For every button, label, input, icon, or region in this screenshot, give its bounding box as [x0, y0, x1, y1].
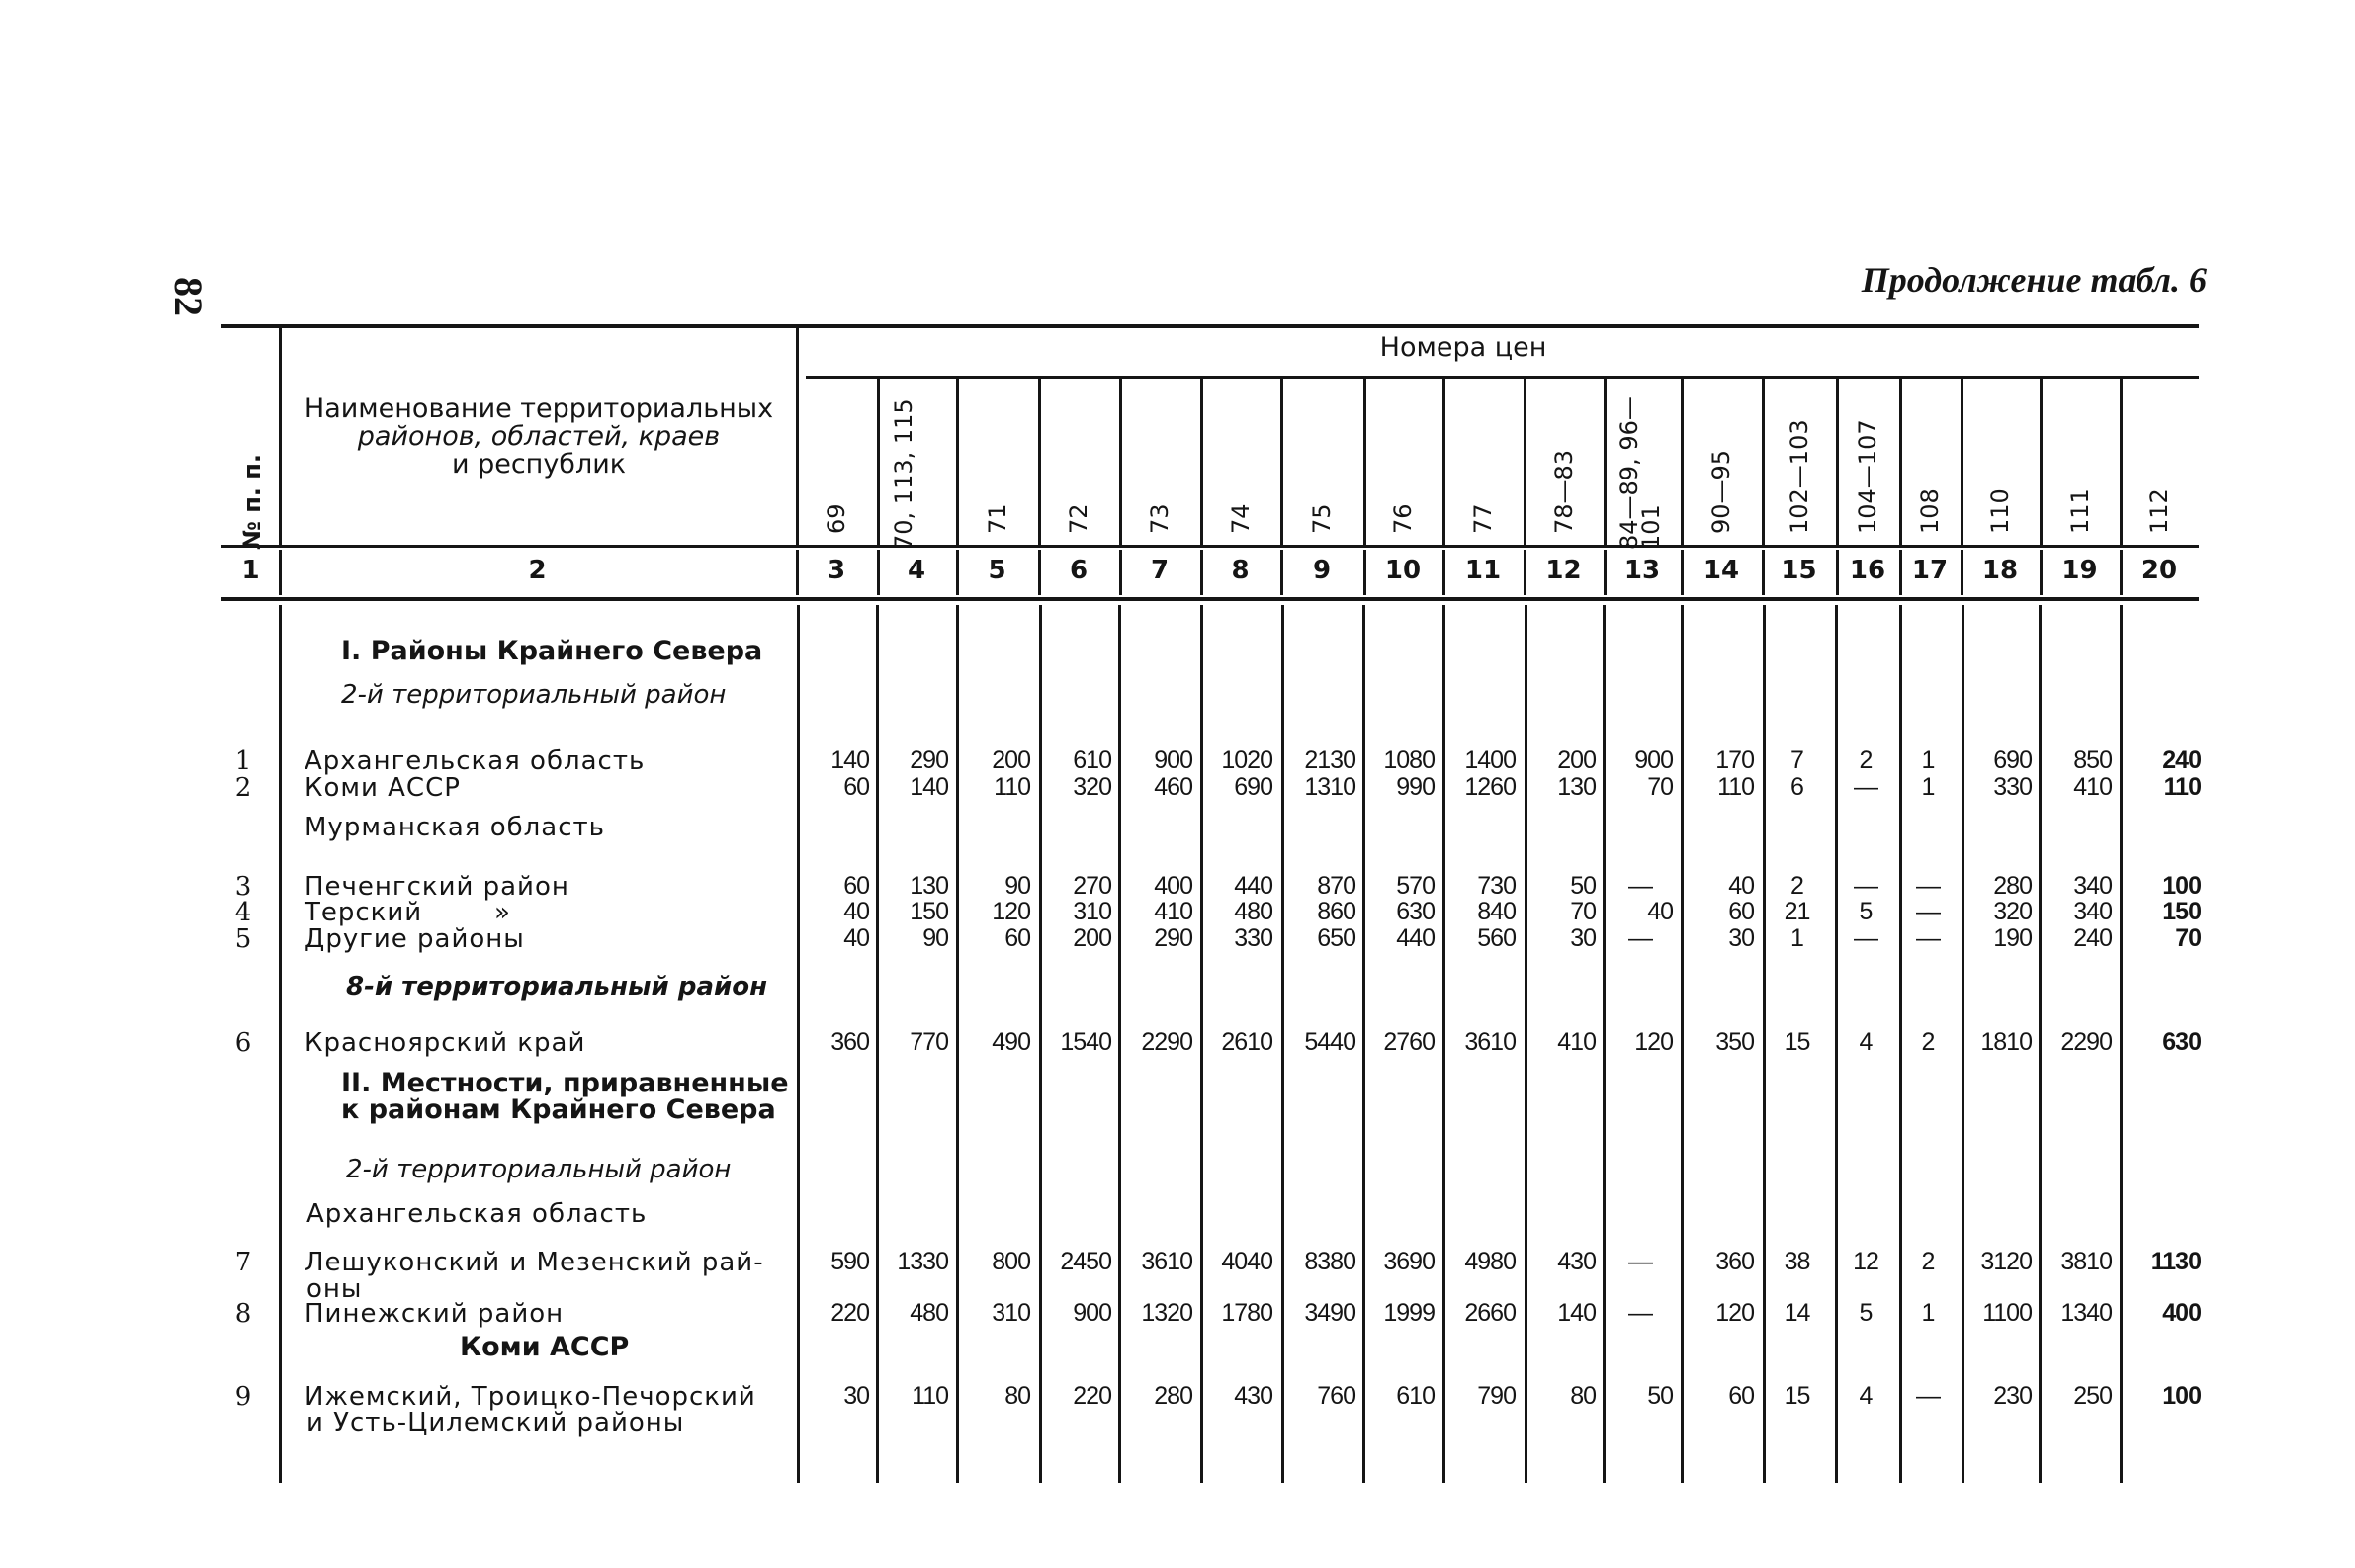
cell-value: 440 — [1234, 872, 1272, 900]
column-divider-body — [1442, 605, 1445, 1483]
cell-value: 3690 — [1383, 1248, 1435, 1275]
cell-value: 690 — [1993, 746, 2032, 774]
cell-value: 100 — [2162, 872, 2201, 900]
cell-value: 60 — [1004, 924, 1030, 952]
cell-value: 80 — [1570, 1382, 1596, 1410]
cell-value: 5 — [1859, 1299, 1873, 1327]
cell-value: 4040 — [1221, 1248, 1272, 1275]
price-column-header: 77 — [1469, 503, 1497, 534]
cell-value: — — [1854, 773, 1877, 801]
cell-value: 2 — [1921, 1248, 1935, 1275]
column-number: 15 — [1781, 556, 1817, 585]
cell-value: 2 — [1859, 746, 1873, 774]
cell-value: 1100 — [1982, 1299, 2032, 1327]
cell-value: 170 — [1715, 746, 1754, 774]
column-number: 17 — [1911, 556, 1949, 585]
column-divider-num — [1524, 550, 1526, 595]
region-name-header-line2: районов, областей, краев — [357, 421, 721, 452]
cell-value: 2290 — [1141, 1028, 1192, 1056]
cell-value: 80 — [1004, 1382, 1030, 1410]
cell-value: 110 — [1717, 773, 1754, 801]
cell-value: 850 — [2073, 746, 2112, 774]
cell-value: 3610 — [1141, 1248, 1192, 1275]
cell-value: 610 — [1396, 1382, 1435, 1410]
cell-value: 240 — [2162, 746, 2201, 774]
cell-value: 3810 — [2060, 1248, 2112, 1275]
row-number: 8 — [234, 1299, 252, 1329]
cell-value: 1 — [1921, 746, 1935, 774]
cell-value: 310 — [992, 1299, 1030, 1327]
cell-value: 1330 — [897, 1248, 948, 1275]
cell-value: 100 — [2162, 1382, 2201, 1410]
table-top-rule — [221, 324, 2199, 328]
column-divider-num — [1762, 550, 1765, 595]
cell-value: 5 — [1859, 898, 1873, 925]
column-divider-head — [2040, 379, 2043, 545]
price-column-header: 84—89, 96—101 — [1615, 396, 1665, 550]
cell-value: 1080 — [1383, 746, 1435, 774]
cell-value: 40 — [843, 898, 869, 925]
region-name: Другие районы — [305, 924, 525, 954]
cell-value: 2610 — [1221, 1028, 1272, 1056]
cell-value: 30 — [1728, 924, 1754, 952]
column-divider-head — [2120, 379, 2123, 545]
column-divider-body — [1603, 605, 1606, 1483]
column-divider-head — [1899, 379, 1902, 545]
price-column-header: 108 — [1916, 488, 1944, 534]
cell-value: 1540 — [1060, 1028, 1111, 1056]
column-number: 8 — [1231, 556, 1250, 585]
cell-value: 230 — [1993, 1382, 2032, 1410]
price-column-header: 76 — [1389, 503, 1417, 534]
cell-value: — — [1628, 924, 1652, 952]
cell-value: 2660 — [1464, 1299, 1516, 1327]
column-divider-num — [1119, 550, 1122, 595]
cell-value: 860 — [1317, 898, 1355, 925]
cell-value: 790 — [1477, 1382, 1516, 1410]
column-divider-head — [1442, 379, 1445, 545]
column-divider-num — [1442, 550, 1445, 595]
section-title-far-north: I. Районы Крайнего Севера — [341, 636, 763, 666]
column-number: 9 — [1312, 556, 1332, 585]
cell-value: 90 — [922, 924, 948, 952]
cell-value: 120 — [992, 898, 1030, 925]
row-number-header: № п. п. — [238, 454, 266, 550]
cell-value: 400 — [2162, 1299, 2201, 1327]
cell-value: 320 — [1993, 898, 2032, 925]
column-number: 7 — [1150, 556, 1170, 585]
row-number: 6 — [234, 1028, 252, 1058]
cell-value: 220 — [830, 1299, 869, 1327]
group-title-murmansk: Мурманская область — [305, 813, 605, 842]
region-name-header — [287, 395, 791, 479]
column-divider-num — [1200, 550, 1203, 595]
column-divider-num — [956, 550, 959, 595]
cell-value: 60 — [1728, 898, 1754, 925]
cell-value: 2760 — [1383, 1028, 1435, 1056]
column-divider-head — [1681, 379, 1684, 545]
cell-value: 4 — [1859, 1028, 1873, 1056]
cell-value: 8380 — [1304, 1248, 1355, 1275]
column-divider-body — [1899, 605, 1902, 1483]
cell-value: 12 — [1853, 1248, 1878, 1275]
cell-value: 690 — [1234, 773, 1272, 801]
cell-value: 50 — [1647, 1382, 1673, 1410]
subsection-title-8th-district: 8-й территориальный район — [346, 972, 768, 1002]
cell-value: 3490 — [1304, 1299, 1355, 1327]
price-column-header: 73 — [1146, 503, 1174, 534]
cell-value: 430 — [1234, 1382, 1272, 1410]
price-column-header: 71 — [983, 503, 1011, 534]
cell-value: 900 — [1154, 746, 1192, 774]
column-number: 3 — [827, 556, 846, 585]
cell-value: 50 — [1570, 872, 1596, 900]
cell-value: 340 — [2073, 872, 2112, 900]
price-column-header: 110 — [1986, 488, 2014, 534]
cell-value: 630 — [2162, 1028, 2201, 1056]
column-divider-head — [1038, 379, 1041, 545]
cell-value: 900 — [1634, 746, 1673, 774]
price-column-header: 111 — [2065, 488, 2094, 534]
row-number: 4 — [234, 898, 252, 927]
cell-value: 14 — [1784, 1299, 1810, 1327]
column-number: 10 — [1384, 556, 1422, 585]
cell-value: 130 — [1557, 773, 1596, 801]
column-number: 14 — [1702, 556, 1740, 585]
column-divider-head — [1200, 379, 1203, 545]
cell-value: 70 — [1570, 898, 1596, 925]
cell-value: 190 — [1993, 924, 2032, 952]
column-number: 13 — [1623, 556, 1661, 585]
cell-value: — — [1916, 898, 1940, 925]
cell-value: 21 — [1784, 898, 1810, 925]
cell-value: 1320 — [1141, 1299, 1192, 1327]
column-number: 18 — [1981, 556, 2019, 585]
cell-value: 3120 — [1980, 1248, 2032, 1275]
cell-value: 320 — [1073, 773, 1111, 801]
cell-value: 650 — [1317, 924, 1355, 952]
cell-value: 1340 — [2060, 1299, 2112, 1327]
cell-value: 400 — [1154, 872, 1192, 900]
cell-value: 150 — [910, 898, 948, 925]
column-divider-head — [877, 379, 880, 545]
cell-value: 610 — [1073, 746, 1111, 774]
cell-value: 200 — [1557, 746, 1596, 774]
cell-value: 130 — [910, 872, 948, 900]
cell-value: 2 — [1790, 872, 1803, 900]
cell-value: 2450 — [1060, 1248, 1111, 1275]
cell-value: 60 — [843, 773, 869, 801]
cell-value: 280 — [1993, 872, 2032, 900]
cell-value: 38 — [1784, 1248, 1810, 1275]
cell-value: 1780 — [1221, 1299, 1272, 1327]
column-divider-head — [796, 326, 799, 545]
cell-value: 460 — [1154, 773, 1192, 801]
price-column-header: 102—103 — [1785, 419, 1813, 534]
region-name: Красноярский край — [305, 1028, 586, 1058]
column-number: 20 — [2140, 556, 2178, 585]
column-divider-body — [1835, 605, 1838, 1483]
table-caption: Продолжение табл. 6 — [1861, 260, 2207, 300]
cell-value: 150 — [2162, 898, 2201, 925]
cell-value: 1999 — [1383, 1299, 1435, 1327]
cell-value: 280 — [1154, 1382, 1192, 1410]
cell-value: 40 — [1728, 872, 1754, 900]
cell-value: 5440 — [1304, 1028, 1355, 1056]
group-title-komi: Коми АССР — [460, 1332, 630, 1362]
row-number: 9 — [234, 1382, 252, 1412]
price-column-header: 70, 113, 115 — [890, 398, 917, 550]
cell-value: 110 — [994, 773, 1030, 801]
column-divider-body — [1362, 605, 1365, 1483]
cell-value: 110 — [912, 1382, 948, 1410]
cell-value: — — [1854, 872, 1877, 900]
cell-value: 410 — [2073, 773, 2112, 801]
column-divider-head — [1604, 379, 1607, 545]
cell-value: 30 — [843, 1382, 869, 1410]
cell-value: 290 — [910, 746, 948, 774]
cell-value: 310 — [1073, 898, 1111, 925]
column-divider-head — [1363, 379, 1366, 545]
column-divider-body — [279, 605, 282, 1483]
region-name: Терский — [305, 898, 423, 927]
cell-value: — — [1628, 1299, 1652, 1327]
column-divider-num — [1681, 550, 1684, 595]
cell-value: 590 — [830, 1248, 869, 1275]
cell-value: 1400 — [1464, 746, 1516, 774]
cell-value: — — [1628, 1248, 1652, 1275]
cell-value: 4 — [1859, 1382, 1873, 1410]
row-number: 1 — [234, 746, 252, 776]
cell-value: 3610 — [1464, 1028, 1516, 1056]
cell-value: — — [1854, 924, 1877, 952]
cell-value: 350 — [1715, 1028, 1754, 1056]
cell-value: 40 — [843, 924, 869, 952]
column-divider-body — [2039, 605, 2042, 1483]
price-column-header: 72 — [1065, 503, 1092, 534]
column-divider-body — [1200, 605, 1203, 1483]
column-divider-body — [2120, 605, 2123, 1483]
cell-value: 220 — [1073, 1382, 1111, 1410]
region-name: Печенгский район — [305, 872, 569, 902]
cell-value: 120 — [1634, 1028, 1673, 1056]
column-divider-num — [1038, 550, 1041, 595]
cell-value: 270 — [1073, 872, 1111, 900]
column-divider-body — [956, 605, 959, 1483]
cell-value: 760 — [1317, 1382, 1355, 1410]
row-number: 2 — [234, 773, 252, 803]
row-number: 5 — [234, 924, 252, 954]
region-name: Лешуконский и Мезенский рай- — [305, 1248, 764, 1277]
column-divider-num — [877, 550, 880, 595]
column-divider-head — [1524, 379, 1526, 545]
cell-value: — — [1916, 924, 1940, 952]
cell-value: 1260 — [1464, 773, 1516, 801]
cell-value: 40 — [1647, 898, 1673, 925]
cell-value: 60 — [843, 872, 869, 900]
cell-value: 140 — [910, 773, 948, 801]
section-title-equated-areas-line2: к районам Крайнего Севера — [341, 1094, 776, 1125]
price-column-header: 112 — [2145, 488, 2173, 534]
cell-value: 1 — [1921, 773, 1935, 801]
cell-value: 200 — [992, 746, 1030, 774]
cell-value: — — [1916, 872, 1940, 900]
column-divider-body — [876, 605, 879, 1483]
cell-value: 200 — [1073, 924, 1111, 952]
cell-value: 70 — [2175, 924, 2201, 952]
column-number: 11 — [1464, 556, 1502, 585]
column-divider-head — [1961, 379, 1963, 545]
region-name-header-line1: Наименование территориальных — [304, 393, 774, 424]
column-divider-num — [1363, 550, 1366, 595]
cell-value: 330 — [1234, 924, 1272, 952]
price-column-header: 90—95 — [1707, 449, 1735, 534]
cell-value: 6 — [1790, 773, 1803, 801]
header-bottom-rule — [221, 545, 2199, 548]
region-name: Пинежский район — [305, 1299, 565, 1329]
cell-value: 770 — [910, 1028, 948, 1056]
cell-value: 330 — [1993, 773, 2032, 801]
cell-value: 800 — [992, 1248, 1030, 1275]
column-divider-num — [2120, 550, 2123, 595]
column-divider-body — [1118, 605, 1121, 1483]
cell-value: 1310 — [1304, 773, 1355, 801]
group-title-arkhangelsk: Архангельская область — [306, 1199, 648, 1229]
cell-value: 2 — [1921, 1028, 1935, 1056]
cell-value: 730 — [1477, 872, 1516, 900]
cell-value: 490 — [992, 1028, 1030, 1056]
cell-value: 900 — [1073, 1299, 1111, 1327]
column-divider-num — [796, 550, 799, 595]
column-divider-num — [2040, 550, 2043, 595]
cell-value: 480 — [1234, 898, 1272, 925]
column-divider-body — [1681, 605, 1684, 1483]
cell-value: 4980 — [1464, 1248, 1516, 1275]
cell-value: 570 — [1396, 872, 1435, 900]
price-numbers-header: Номера цен — [1379, 332, 1547, 363]
cell-value: 360 — [830, 1028, 869, 1056]
column-number-rule — [221, 597, 2199, 601]
cell-value: 1130 — [2150, 1248, 2201, 1275]
column-divider-head — [1280, 379, 1283, 545]
cell-value: 1 — [1921, 1299, 1935, 1327]
cell-value: 2130 — [1304, 746, 1355, 774]
column-divider-head — [1762, 379, 1765, 545]
price-column-header: 78—83 — [1549, 449, 1578, 534]
subsection-title-2nd-district: 2-й территориальный район — [341, 680, 727, 710]
row-number: 7 — [234, 1248, 252, 1277]
cell-value: 340 — [2073, 898, 2112, 925]
region-name-cont: оны — [306, 1274, 363, 1304]
cell-value: 240 — [2073, 924, 2112, 952]
cell-value: 290 — [1154, 924, 1192, 952]
column-divider-head — [1836, 379, 1839, 545]
column-number: 12 — [1545, 556, 1582, 585]
price-column-header: 104—107 — [1854, 419, 1881, 534]
cell-value: 360 — [1715, 1248, 1754, 1275]
row-number: 3 — [234, 872, 252, 902]
region-name-header-line3: и республик — [451, 449, 627, 479]
cell-value: 1020 — [1221, 746, 1272, 774]
cell-value: 15 — [1784, 1028, 1810, 1056]
price-column-header: 69 — [823, 503, 850, 534]
column-number: 4 — [907, 556, 926, 585]
region-name-cont: и Усть-Цилемский районы — [306, 1408, 685, 1437]
column-divider-head — [1119, 379, 1122, 545]
cell-value: 250 — [2073, 1382, 2112, 1410]
cell-value: 30 — [1570, 924, 1596, 952]
column-number: 6 — [1069, 556, 1089, 585]
column-number: 5 — [988, 556, 1006, 585]
column-number: 19 — [2061, 556, 2098, 585]
cell-value: 90 — [1004, 872, 1030, 900]
column-divider-head — [956, 379, 959, 545]
column-number: 2 — [528, 556, 547, 585]
cell-value: 430 — [1557, 1248, 1596, 1275]
cell-value: 2290 — [2060, 1028, 2112, 1056]
cell-value: 110 — [2163, 773, 2201, 801]
cell-value: 410 — [1557, 1028, 1596, 1056]
column-divider-num — [1961, 550, 1963, 595]
column-number: 1 — [241, 556, 260, 585]
cell-value: — — [1916, 1382, 1940, 1410]
cell-value: 1810 — [1980, 1028, 2032, 1056]
page-number: 82 — [166, 277, 211, 316]
cell-value: 440 — [1396, 924, 1435, 952]
column-number: 16 — [1849, 556, 1886, 585]
cell-value: 15 — [1784, 1382, 1810, 1410]
cell-value: — — [1628, 872, 1652, 900]
cell-value: 7 — [1790, 746, 1803, 774]
column-divider-head — [279, 326, 282, 545]
cell-value: 1 — [1790, 924, 1803, 952]
cell-value: 480 — [910, 1299, 948, 1327]
cell-value: 120 — [1715, 1299, 1754, 1327]
cell-value: 140 — [830, 746, 869, 774]
region-name: Ижемский, Троицко-Печорский — [305, 1382, 756, 1412]
cell-value: 60 — [1728, 1382, 1754, 1410]
column-divider-num — [1604, 550, 1607, 595]
cell-value: 560 — [1477, 924, 1516, 952]
price-column-header: 75 — [1308, 503, 1336, 534]
cell-value: 140 — [1557, 1299, 1596, 1327]
cell-value: 630 — [1396, 898, 1435, 925]
cell-value: 70 — [1647, 773, 1673, 801]
subsection-title-2nd-district-equated: 2-й территориальный район — [346, 1155, 732, 1184]
cell-value: 840 — [1477, 898, 1516, 925]
region-name-cont: » — [494, 898, 511, 927]
cell-value: 870 — [1317, 872, 1355, 900]
region-name: Архангельская область — [305, 746, 646, 776]
price-column-header: 74 — [1226, 503, 1255, 534]
cell-value: 410 — [1154, 898, 1192, 925]
section-title-equated-areas-line1: II. Местности, приравненные — [341, 1068, 789, 1098]
column-divider-num — [1280, 550, 1283, 595]
cell-value: 990 — [1396, 773, 1435, 801]
region-name: Коми АССР — [305, 773, 461, 803]
